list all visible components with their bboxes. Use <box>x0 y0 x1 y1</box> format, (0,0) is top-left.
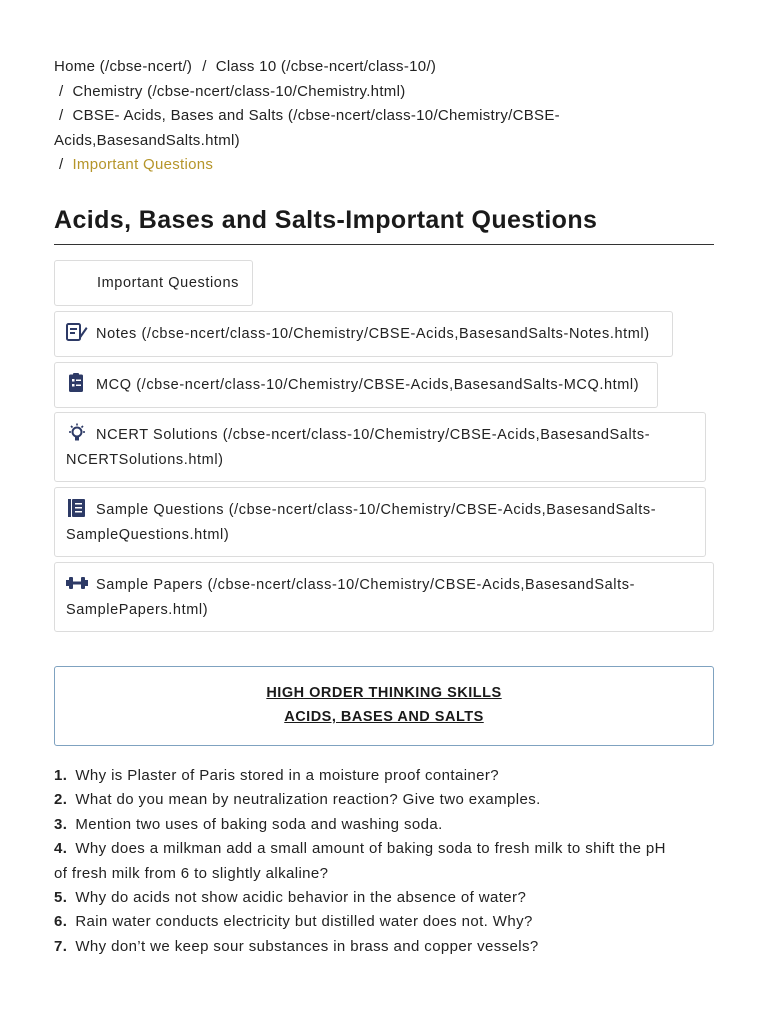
breadcrumb-class-link[interactable]: Class 10 (/cbse-ncert/class-10/) <box>215 58 437 75</box>
question-text: Why does a milkman add a small amount of baking soda to fresh milk to shift the pH <box>75 840 666 858</box>
question-item <box>54 788 714 812</box>
question-number: 6. <box>54 913 68 931</box>
breadcrumb-separator: / <box>59 107 64 124</box>
question-text: What do you mean by neutralization reaction? Give two examples. <box>75 791 541 809</box>
book-icon <box>66 498 88 518</box>
tab-sample-questions[interactable] <box>54 487 706 557</box>
tab-label: MCQ (/cbse-ncert/class-10/Chemistry/CBSE-Acids,BasesandSalts-MCQ.html) <box>96 377 640 393</box>
lightbulb-icon <box>66 423 88 443</box>
question-text: Mention two uses of baking soda and washing soda. <box>75 815 443 833</box>
breadcrumb-row-3 <box>54 104 714 129</box>
hots-subtitle: ACIDS, BASES AND SALTS <box>284 709 484 725</box>
tab-sample-papers[interactable] <box>54 562 714 632</box>
question-number: 5. <box>54 889 68 907</box>
breadcrumb-current: Important Questions <box>72 156 214 173</box>
tab-notes[interactable] <box>54 311 673 357</box>
question-text: Rain water conducts electricity but distilled water does not. Why? <box>75 913 533 931</box>
question-number: 7. <box>54 937 68 955</box>
tab-label: Notes (/cbse-ncert/class-10/Chemistry/CBSE-Acids,BasesandSalts-Notes.html) <box>96 326 650 342</box>
breadcrumb-row-4 <box>54 129 714 154</box>
tab-label: NCERT Solutions (/cbse-ncert/class-10/Chemistry/CBSE-Acids,BasesandSalts- <box>96 427 651 443</box>
clipboard-icon <box>66 373 88 393</box>
page-title: Acids, Bases and Salts-Important Questions <box>54 206 598 234</box>
page-content <box>54 55 714 955</box>
question-item <box>54 935 714 959</box>
breadcrumb <box>54 55 714 178</box>
breadcrumb-row-2 <box>54 80 714 105</box>
tab-label-cont: NCERTSolutions.html) <box>66 451 224 468</box>
tab-label-cont: SampleQuestions.html) <box>66 526 230 543</box>
question-item <box>54 813 714 837</box>
question-text-cont: of fresh milk from 6 to slightly alkaline? <box>54 864 329 882</box>
question-text: Why do acids not show acidic behavior in the absence of water? <box>75 889 527 907</box>
tab-label-cont: SamplePapers.html) <box>66 601 209 618</box>
tab-label: Important Questions <box>97 275 239 291</box>
breadcrumb-chapter-link-cont[interactable]: Acids,BasesandSalts.html) <box>54 131 240 149</box>
tab-mcq[interactable] <box>54 362 658 408</box>
notes-icon <box>66 322 88 342</box>
breadcrumb-row-5 <box>54 153 714 178</box>
question-number: 1. <box>54 767 68 784</box>
breadcrumb-row-1 <box>54 55 714 80</box>
tab-important-questions[interactable] <box>54 260 253 306</box>
question-number: 4. <box>54 840 68 858</box>
question-item <box>54 910 714 934</box>
question-item <box>54 886 714 910</box>
breadcrumb-subject-link[interactable]: Chemistry (/cbse-ncert/class-10/Chemistry.html) <box>72 82 406 100</box>
hots-heading-box <box>54 666 714 746</box>
breadcrumb-separator: / <box>59 156 64 173</box>
question-list <box>54 764 714 959</box>
breadcrumb-separator: / <box>202 58 207 75</box>
question-item <box>54 764 714 788</box>
breadcrumb-chapter-link[interactable]: CBSE- Acids, Bases and Salts (/cbse-ncert/class-10/Chemistry/CBSE- <box>72 107 560 124</box>
question-number: 2. <box>54 791 68 809</box>
question-text: Why is Plaster of Paris stored in a moisture proof container? <box>75 767 500 784</box>
breadcrumb-separator: / <box>59 82 64 100</box>
question-text: Why don’t we keep sour substances in brass and copper vessels? <box>75 937 539 955</box>
question-number: 3. <box>54 815 68 833</box>
hots-title: HIGH ORDER THINKING SKILLS <box>266 685 502 701</box>
tab-label: Sample Questions (/cbse-ncert/class-10/Chemistry/CBSE-Acids,BasesandSalts- <box>96 502 657 518</box>
title-divider <box>54 244 714 245</box>
dumbbell-icon <box>66 573 88 593</box>
breadcrumb-home-link[interactable]: Home (/cbse-ncert/) <box>54 58 193 75</box>
tab-label: Sample Papers (/cbse-ncert/class-10/Chemistry/CBSE-Acids,BasesandSalts- <box>96 577 636 593</box>
tab-ncert-solutions[interactable] <box>54 412 706 482</box>
question-item <box>54 837 714 886</box>
